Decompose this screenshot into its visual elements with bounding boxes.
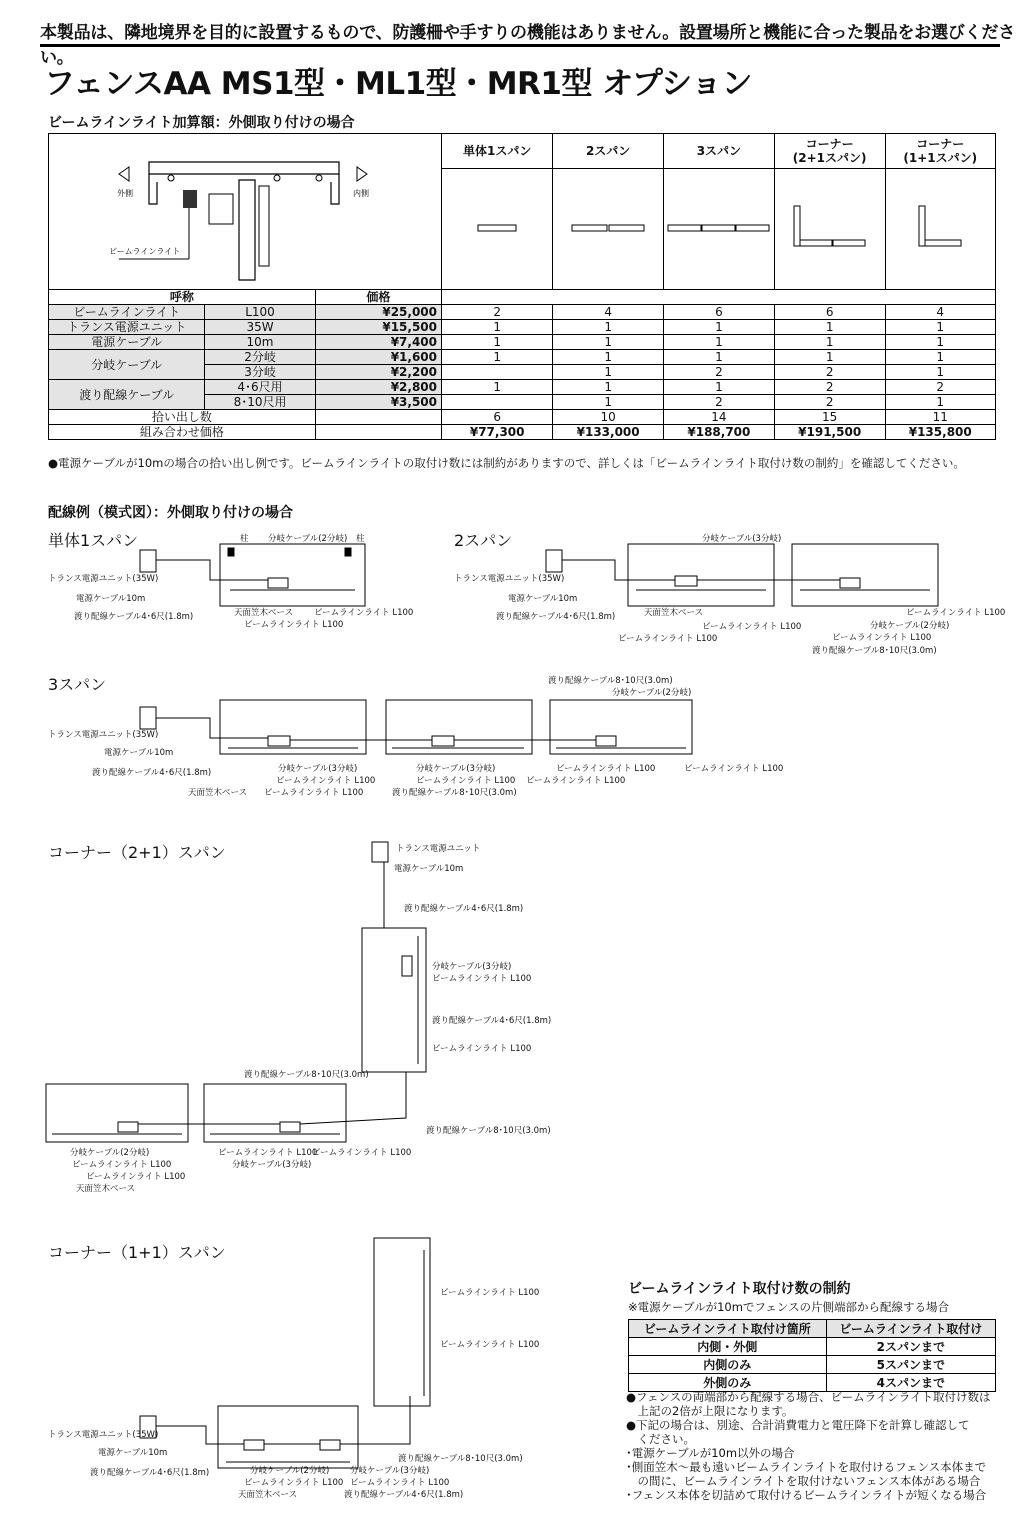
label-cross46: 渡り配線ケーブル4･6尺(1.8m) xyxy=(496,612,616,622)
fence-section-diagram xyxy=(49,134,442,290)
page-title: フェンスAA MS1型・ML1型・MR1型 オプション xyxy=(44,66,753,102)
col-header-2: 2スパン xyxy=(553,134,664,169)
label-base: 天面笠木ベース xyxy=(76,1184,136,1194)
table-row: トランス電源ユニット 35W ¥15,500 1 1 1 1 1 xyxy=(49,320,996,335)
label-beam: ビームラインライト L100 xyxy=(556,764,656,774)
label-cross46: 渡り配線ケーブル4･6尺(1.8m) xyxy=(92,768,212,778)
diagram-title-corner11: コーナー（1+1）スパン xyxy=(48,1243,226,1262)
header-price: 価格 xyxy=(315,290,441,305)
label-beam: ビームラインライト L100 xyxy=(526,776,626,786)
layout-icon-corner21 xyxy=(774,168,885,289)
note-line: ●フェンスの両端部から配線する場合、ビームラインライト取付け数は xyxy=(626,1390,991,1404)
table-row: 分岐ケーブル 2分岐 ¥1,600 1 1 1 1 1 xyxy=(49,350,996,365)
table-row: 渡り配線ケーブル 4･6尺用 ¥2,800 1 1 1 2 2 xyxy=(49,380,996,395)
label-beam: ビームラインライト L100 xyxy=(432,1044,532,1054)
section-title-pricing: ビームラインライト加算額：外側取り付けの場合 xyxy=(48,115,355,131)
label-beam: ビームラインライト L100 xyxy=(312,1148,412,1158)
label-beam: ビームラインライト L100 xyxy=(244,1478,344,1488)
label-cross810: 渡り配線ケーブル8･10尺(3.0m) xyxy=(812,646,937,656)
label-base: 天面笠木ベース xyxy=(188,788,248,798)
label-power10: 電源ケーブル10m xyxy=(76,594,146,604)
label-trans35: トランス電源ユニット(35W) xyxy=(48,574,159,584)
table-row: 内側のみ 5スパンまで xyxy=(629,1356,996,1374)
header-name: 呼称 xyxy=(49,290,316,305)
label-beam: ビームラインライト L100 xyxy=(86,1172,186,1182)
count-row: 拾い出し数 6 10 14 15 11 xyxy=(49,410,996,425)
label-branch3: 分岐ケーブル(3分岐) xyxy=(416,764,496,774)
label-beam: ビームラインライト L100 xyxy=(702,622,802,632)
label-cross46: 渡り配線ケーブル4･6尺(1.8m) xyxy=(344,1490,464,1500)
table-row: 外側のみ 4スパンまで xyxy=(629,1374,996,1392)
layout-icon-corner11 xyxy=(885,168,996,289)
label-branch2: 分岐ケーブル(2分岐) xyxy=(870,621,950,631)
diagram-title-three: 3スパン xyxy=(48,675,107,694)
label-cross46: 渡り配線ケーブル4･6尺(1.8m) xyxy=(404,904,524,914)
label-beam: ビームラインライト L100 xyxy=(350,1478,450,1488)
label-cross46: 渡り配線ケーブル4･6尺(1.8m) xyxy=(90,1468,210,1478)
label-beam: ビームラインライト L100 xyxy=(618,634,718,644)
table-footnote: ●電源ケーブルが10mの場合の拾い出し例です。ビームラインライトの取付け数には制約がありますので、詳しくは「ビームラインライト取付け数の制約」を確認してください。 xyxy=(48,456,965,470)
label-beam: ビームラインライト L100 xyxy=(244,620,344,630)
label-trans: トランス電源ユニット xyxy=(396,844,481,854)
label-base: 天面笠木ベース xyxy=(234,608,294,618)
note-line: 上記の2倍が上限になります。 xyxy=(626,1404,794,1418)
layout-icon-three xyxy=(663,168,774,289)
outside-label: 外側 xyxy=(117,189,133,198)
label-branch2: 分岐ケーブル(2分岐) xyxy=(250,1466,330,1476)
label-branch3: 分岐ケーブル(3分岐) xyxy=(432,962,512,972)
label-beam: ビームラインライト L100 xyxy=(416,776,516,786)
note-line: の間に、ビームラインライトを取付けないフェンス本体がある場合 xyxy=(626,1474,981,1488)
label-base: 天面笠木ベース xyxy=(238,1490,298,1500)
label-power10: 電源ケーブル10m xyxy=(508,594,578,604)
label-power10: 電源ケーブル10m xyxy=(394,864,464,874)
label-branch2: 分岐ケーブル(2分岐) xyxy=(70,1148,150,1158)
table-row: 8･10尺用 ¥3,500 1 2 2 1 xyxy=(49,395,996,410)
col-header-1: 単体1スパン xyxy=(442,134,553,169)
section-title-wiring: 配線例（模式図）：外側取り付けの場合 xyxy=(48,505,293,521)
pricing-table xyxy=(48,133,996,440)
note-line: ･フェンス本体を切詰めて取付けるビームラインライトが短くなる場合 xyxy=(626,1488,987,1502)
label-beam: ビームラインライト L100 xyxy=(72,1160,172,1170)
table-row: ビームラインライト L100 ¥25,000 2 4 6 6 4 xyxy=(49,305,996,320)
label-beam: ビームラインライト L100 xyxy=(432,974,532,984)
restrict-table: ビームラインライト取付け箇所 ビームラインライト取付け 内側・外側 2スパンまで 内側のみ 5スパンまで 外側のみ 4スパンまで xyxy=(628,1319,996,1392)
label-trans35: トランス電源ユニット(35W) xyxy=(48,1430,159,1440)
note-line: ●下記の場合は、別途、合計消費電力と電圧降下を計算し確認して xyxy=(626,1418,970,1432)
label-power10: 電源ケーブル10m xyxy=(98,1448,168,1458)
label-beam: ビームラインライト L100 xyxy=(906,608,1006,618)
label-branch3: 分岐ケーブル(3分岐) xyxy=(232,1160,312,1170)
label-cross810: 渡り配線ケーブル8･10尺(3.0m) xyxy=(398,1454,523,1464)
restrict-subtitle: ※電源ケーブルが10mでフェンスの片側端部から配線する場合 xyxy=(628,1300,950,1314)
label-trans35: トランス電源ユニット(35W) xyxy=(454,574,565,584)
total-row: 組み合わせ価格 ¥77,300 ¥133,000 ¥188,700 ¥191,500 ¥135,800 xyxy=(49,425,996,440)
diagram-title-two: 2スパン xyxy=(454,531,513,550)
label-cross810: 渡り配線ケーブル8･10尺(3.0m) xyxy=(426,1126,551,1136)
note-line: ･側面笠木〜最も遠いビームラインライトを取付けるフェンス本体まで xyxy=(626,1460,987,1474)
label-beam: ビームラインライト L100 xyxy=(440,1288,540,1298)
label-beam: ビームラインライト L100 xyxy=(264,788,364,798)
restrict-title: ビームラインライト取付け数の制約 xyxy=(628,1281,851,1297)
label-cross46: 渡り配線ケーブル4･6尺(1.8m) xyxy=(432,1016,552,1026)
label-beam: ビームラインライト L100 xyxy=(314,608,414,618)
notice-text: 本製品は、隣地境界を目的に設置するもので、防護柵や手すりの機能はありません。設置場所と機能に合った製品をお選びください。 xyxy=(40,23,1016,68)
layout-icon-single xyxy=(442,168,553,289)
label-branch2: 分岐ケーブル(2分岐) xyxy=(612,688,692,698)
label-cross810: 渡り配線ケーブル8･10尺(3.0m) xyxy=(244,1070,369,1080)
label-beam: ビームラインライト L100 xyxy=(440,1340,540,1350)
beam-label: ビームラインライト xyxy=(109,247,181,256)
label-beam: ビームラインライト L100 xyxy=(218,1148,318,1158)
label-cross46: 渡り配線ケーブル4･6尺(1.8m) xyxy=(74,612,194,622)
diagram-title-single: 単体1スパン xyxy=(48,531,139,550)
col-header-5: コーナー (1+1スパン) xyxy=(885,134,996,169)
label-trans35: トランス電源ユニット(35W) xyxy=(48,730,159,740)
label-beam: ビームラインライト L100 xyxy=(832,633,932,643)
note-line: ください。 xyxy=(626,1432,695,1446)
label-cross810: 渡り配線ケーブル8･10尺(3.0m) xyxy=(392,788,517,798)
table-row: 内側・外側 2スパンまで xyxy=(629,1338,996,1356)
divider xyxy=(40,44,1000,47)
diagram-title-corner21: コーナー（2+1）スパン xyxy=(48,843,226,862)
table-row: 3分岐 ¥2,200 1 2 2 1 xyxy=(49,365,996,380)
label-branch3: 分岐ケーブル(3分岐) xyxy=(702,534,782,544)
note-line: ･電源ケーブルが10m以外の場合 xyxy=(626,1446,795,1460)
fence-section-svg xyxy=(49,134,441,286)
col-header-4: コーナー (2+1スパン) xyxy=(774,134,885,169)
label-post: 柱 xyxy=(240,534,249,544)
col-header-3: 3スパン xyxy=(663,134,774,169)
label-cross810: 渡り配線ケーブル8･10尺(3.0m) xyxy=(548,676,673,686)
label-beam: ビームラインライト L100 xyxy=(684,764,784,774)
label-post: 柱 xyxy=(356,534,365,544)
label-branch2: 分岐ケーブル(2分岐) xyxy=(268,534,348,544)
label-branch3: 分岐ケーブル(3分岐) xyxy=(350,1466,430,1476)
restrict-notes xyxy=(626,1390,1004,1502)
label-power10: 電源ケーブル10m xyxy=(104,748,174,758)
layout-icon-two xyxy=(553,168,664,289)
table-row: 電源ケーブル 10m ¥7,400 1 1 1 1 1 xyxy=(49,335,996,350)
label-branch3: 分岐ケーブル(3分岐) xyxy=(278,764,358,774)
label-base: 天面笠木ベース xyxy=(644,608,704,618)
label-beam: ビームラインライト L100 xyxy=(276,776,376,786)
inside-label: 内側 xyxy=(353,189,369,198)
